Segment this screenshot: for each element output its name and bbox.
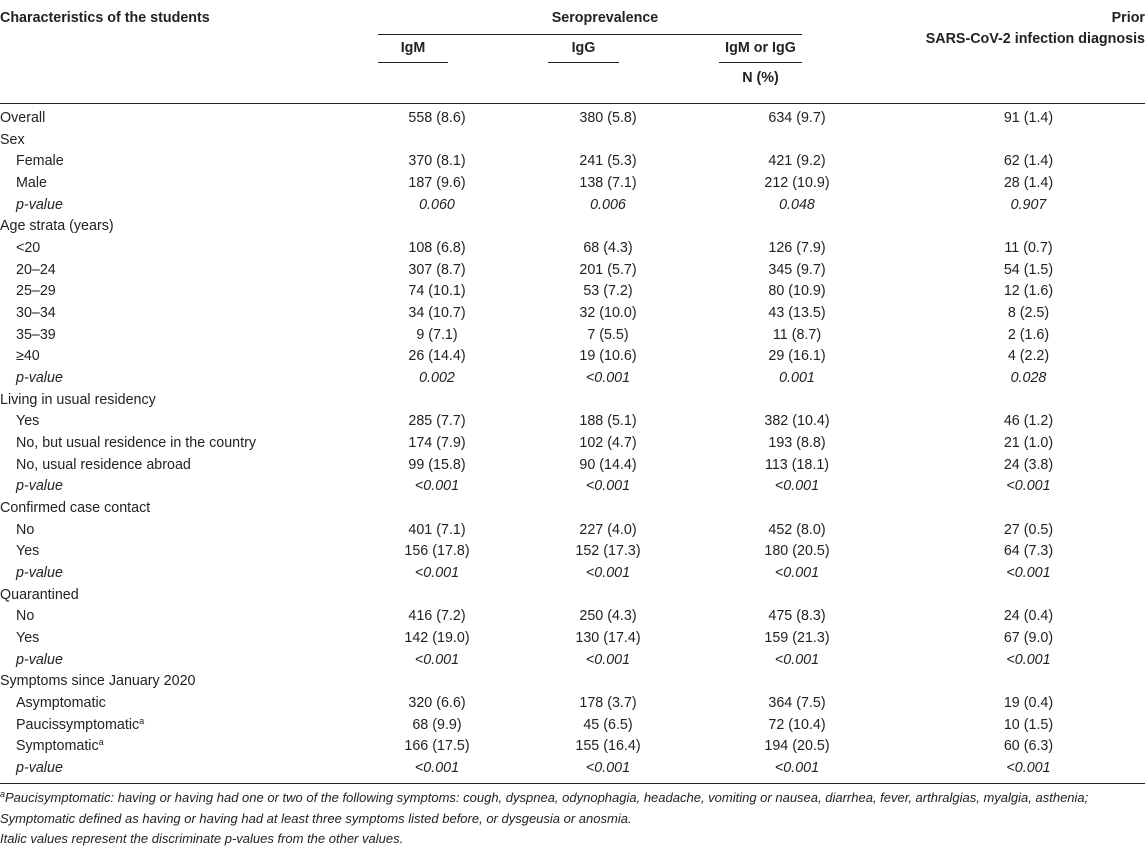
igm-or-igg-cell (682, 130, 912, 152)
igm-or-igg-cell: 11 (8.7) (772, 326, 822, 343)
igg-cell: 155 (16.4) (575, 738, 641, 755)
prior-diagnosis-cell: 11 (0.7) (1004, 240, 1053, 257)
row-label-text: p-value (16, 565, 63, 582)
section-header-row (0, 130, 1145, 152)
igg-cell (534, 130, 682, 152)
footnote-italic-note: Italic values represent the discriminate p-values from the other values. (0, 831, 404, 846)
igg-cell: 53 (7.2) (583, 283, 633, 300)
igm-rule (378, 62, 448, 63)
prior-diagnosis-cell: <0.001 (1006, 478, 1051, 495)
prior-diagnosis-cell: 0.028 (1010, 370, 1047, 387)
prior-diagnosis-cell: 24 (3.8) (1003, 456, 1054, 473)
igm-or-igg-cell: 180 (20.5) (764, 543, 830, 560)
prior-diagnosis-cell (912, 216, 1145, 238)
prior-diagnosis-cell: 24 (0.4) (1003, 608, 1054, 625)
table-row (0, 758, 1145, 780)
table-row (0, 433, 1145, 455)
prior-diagnosis-cell: 27 (0.5) (1003, 521, 1054, 538)
igg-cell: 130 (17.4) (575, 630, 641, 647)
header-igm: IgM (400, 40, 426, 56)
prior-diagnosis-cell: 8 (2.5) (1007, 305, 1050, 322)
igg-cell: 138 (7.1) (579, 175, 637, 192)
prior-diagnosis-cell: 54 (1.5) (1003, 261, 1054, 278)
row-label (0, 238, 340, 260)
igm-cell (340, 498, 534, 520)
igm-cell: 34 (10.7) (408, 305, 466, 322)
prior-diagnosis-cell: 91 (1.4) (1003, 110, 1054, 126)
prior-diagnosis-cell: <0.001 (1006, 760, 1051, 777)
table-header (0, 0, 1145, 104)
table-row (0, 281, 1145, 303)
row-label (0, 758, 340, 780)
igm-cell: 320 (6.6) (408, 695, 466, 712)
row-label-text: p-value (16, 760, 63, 777)
igg-cell: <0.001 (585, 565, 631, 582)
row-label (0, 650, 340, 672)
table-row (0, 650, 1145, 672)
igg-cell: 45 (6.5) (583, 716, 633, 733)
igm-or-igg-cell: <0.001 (774, 478, 820, 495)
row-label-text: Asymptomatic (16, 695, 106, 712)
igm-or-igg-cell: 80 (10.9) (768, 283, 826, 300)
igm-or-igg-cell: 43 (13.5) (768, 305, 826, 322)
igm-cell: 370 (8.1) (408, 153, 466, 170)
row-label (0, 151, 340, 173)
igm-cell: 9 (7.1) (416, 326, 458, 343)
row-label (0, 541, 340, 563)
igg-cell: 227 (4.0) (579, 521, 637, 538)
igm-or-igg-cell: <0.001 (774, 651, 820, 668)
seroprevalence-rule (378, 34, 802, 35)
prior-diagnosis-cell: 28 (1.4) (1003, 175, 1054, 192)
igm-cell: 68 (9.9) (412, 716, 462, 733)
prior-diagnosis-cell: 62 (1.4) (1003, 153, 1054, 170)
igm-cell: 285 (7.7) (408, 413, 466, 430)
igg-cell: 7 (5.5) (587, 326, 629, 343)
row-label-text: Male (16, 175, 47, 192)
table-row (0, 260, 1145, 282)
table-row (0, 346, 1145, 368)
row-label-text: p-value (16, 196, 63, 213)
table-row (0, 476, 1145, 498)
table-row (0, 628, 1145, 650)
igg-cell: <0.001 (585, 478, 631, 495)
prior-diagnosis-cell (912, 130, 1145, 152)
prior-diagnosis-cell (912, 498, 1145, 520)
igm-cell: <0.001 (414, 565, 460, 582)
igm-or-igg-cell: 452 (8.0) (768, 521, 826, 538)
table-row (0, 520, 1145, 542)
section-label (0, 498, 340, 520)
row-label-text: Yes (16, 413, 40, 430)
table-row (0, 195, 1145, 217)
igm-or-igg-rule (719, 62, 802, 63)
section-label (0, 216, 340, 238)
header-prior-line1: Prior (1111, 10, 1145, 26)
igm-or-igg-cell (682, 498, 912, 520)
igg-cell: 380 (5.8) (579, 110, 637, 126)
igm-cell: 108 (6.8) (408, 240, 466, 257)
igm-or-igg-cell: 0.048 (779, 196, 815, 213)
igm-cell: 99 (15.8) (408, 456, 466, 473)
prior-diagnosis-cell: 0.907 (1010, 196, 1047, 213)
igm-or-igg-cell: 421 (9.2) (768, 153, 826, 170)
row-label (0, 303, 340, 325)
row-label (0, 195, 340, 217)
table-row (0, 411, 1145, 433)
igm-cell: 142 (19.0) (404, 630, 470, 647)
row-label-text: ≥40 (16, 348, 40, 365)
table-row (0, 606, 1145, 628)
igm-or-igg-cell: 159 (21.3) (764, 630, 830, 647)
igm-or-igg-cell (682, 585, 912, 607)
prior-diagnosis-cell: 64 (7.3) (1003, 543, 1054, 560)
row-label-text: Overall (0, 110, 46, 126)
row-label-text: p-value (16, 651, 63, 668)
igm-or-igg-cell: 194 (20.5) (764, 738, 830, 755)
section-label (0, 585, 340, 607)
igg-cell (534, 671, 682, 693)
header-seroprevalence: Seroprevalence (551, 10, 659, 26)
row-label (0, 433, 340, 455)
header-igg: IgG (571, 40, 596, 56)
footnote-a-text: Paucisymptomatic: having or having had one or two of the following symptoms: cough, dyspnea, odynophagia, headache, vomiting or nausea, diarrhea, fever, arthralgias, myalgia, asthenia; Symptomatic defined as having or having had at least three symptoms listed before, or dysgeusia or anosmia. (0, 790, 1089, 826)
header-igm-or-igg: IgM or IgG (725, 40, 796, 56)
igm-cell: <0.001 (414, 760, 460, 777)
igm-or-igg-cell (682, 390, 912, 412)
row-label-text: 35–39 (16, 326, 56, 343)
row-label-text: Age strata (years) (0, 218, 114, 235)
igm-cell: <0.001 (414, 478, 460, 495)
row-label (0, 411, 340, 433)
row-label (0, 563, 340, 585)
header-prior-line2: SARS-CoV-2 infection diagnosis (925, 31, 1145, 47)
igm-cell: 0.060 (419, 196, 455, 213)
igm-or-igg-cell: 72 (10.4) (768, 716, 826, 733)
row-label-text: Yes (16, 630, 40, 647)
section-label (0, 671, 340, 693)
row-label-text: 20–24 (16, 261, 56, 278)
prior-diagnosis-cell: 10 (1.5) (1003, 716, 1054, 733)
section-header-row (0, 216, 1145, 238)
igg-cell: 152 (17.3) (575, 543, 641, 560)
row-label (0, 346, 340, 368)
table-row (0, 368, 1145, 390)
igm-or-igg-cell: 0.001 (779, 370, 815, 387)
igm-cell: <0.001 (414, 651, 460, 668)
prior-diagnosis-cell (912, 671, 1145, 693)
igm-or-igg-cell: 212 (10.9) (764, 175, 830, 192)
igg-cell: <0.001 (585, 370, 631, 387)
prior-diagnosis-cell (912, 390, 1145, 412)
prior-diagnosis-cell: 21 (1.0) (1003, 435, 1054, 452)
igg-cell: 178 (3.7) (579, 695, 637, 712)
row-label (0, 736, 340, 758)
igg-cell: 32 (10.0) (579, 305, 637, 322)
igm-cell: 26 (14.4) (408, 348, 466, 365)
igm-or-igg-cell (682, 216, 912, 238)
igm-or-igg-cell: 634 (9.7) (768, 110, 826, 126)
row-label-text: Confirmed case contact (0, 500, 151, 517)
igg-cell: 250 (4.3) (579, 608, 637, 625)
row-label-text: p-value (16, 370, 63, 387)
row-label (0, 281, 340, 303)
igm-cell: 0.002 (419, 370, 455, 387)
igg-cell (534, 390, 682, 412)
prior-diagnosis-cell: 12 (1.6) (1003, 283, 1054, 300)
prior-diagnosis-cell: 46 (1.2) (1003, 413, 1054, 430)
row-label-text: Paucissymptomatic (16, 716, 140, 733)
igm-cell: 416 (7.2) (408, 608, 466, 625)
section-header-row (0, 585, 1145, 607)
footnote-marker: a (98, 737, 104, 748)
igm-or-igg-cell: 113 (18.1) (764, 456, 830, 473)
row-label (0, 455, 340, 477)
prior-diagnosis-cell: 4 (2.2) (1007, 348, 1050, 365)
table-row (0, 325, 1145, 347)
row-label-text: No (16, 521, 35, 538)
igg-rule (548, 62, 619, 63)
section-label (0, 390, 340, 412)
igm-cell: 187 (9.6) (408, 175, 466, 192)
prior-diagnosis-cell: <0.001 (1006, 651, 1051, 668)
igm-cell (340, 390, 534, 412)
header-n-pct: N (%) (742, 70, 779, 86)
prior-diagnosis-cell: 67 (9.0) (1003, 630, 1054, 647)
prior-diagnosis-cell: 60 (6.3) (1003, 738, 1054, 755)
row-label-text: Yes (16, 543, 40, 560)
row-label-text: Quarantined (0, 586, 79, 603)
row-label-text: Symptomatic (16, 738, 99, 755)
igm-cell (340, 216, 534, 238)
igg-cell: 68 (4.3) (583, 240, 633, 257)
igm-cell: 307 (8.7) (408, 261, 466, 278)
row-label (0, 606, 340, 628)
seroprevalence-table (0, 108, 1145, 780)
igm-cell: 156 (17.8) (404, 543, 470, 560)
row-label-text: No, but usual residence in the country (16, 435, 257, 452)
igg-cell (534, 498, 682, 520)
row-label (0, 693, 340, 715)
section-header-row (0, 671, 1145, 693)
igm-or-igg-cell: 193 (8.8) (768, 435, 826, 452)
igg-cell: <0.001 (585, 651, 631, 668)
footnote-a-marker: a (0, 789, 6, 799)
igm-cell: 558 (8.6) (408, 110, 466, 126)
igm-or-igg-cell: 29 (16.1) (768, 348, 826, 365)
section-header-row (0, 390, 1145, 412)
row-label (0, 173, 340, 195)
row-label (0, 715, 340, 737)
row-label-text: Sex (0, 131, 25, 148)
row-label (0, 108, 340, 130)
row-label (0, 628, 340, 650)
row-label-text: No, usual residence abroad (16, 456, 191, 473)
table-row (0, 173, 1145, 195)
row-label-text: <20 (16, 240, 41, 257)
igm-or-igg-cell: <0.001 (774, 565, 820, 582)
prior-diagnosis-cell: <0.001 (1006, 565, 1051, 582)
table-row (0, 151, 1145, 173)
igm-cell: 166 (17.5) (404, 738, 470, 755)
header-characteristics: Characteristics of the students (0, 10, 210, 26)
igg-cell: 19 (10.6) (579, 348, 637, 365)
igg-cell (534, 585, 682, 607)
row-label (0, 325, 340, 347)
table-row (0, 563, 1145, 585)
row-label-text: p-value (16, 478, 63, 495)
igm-or-igg-cell: <0.001 (774, 760, 820, 777)
section-label (0, 130, 340, 152)
igm-cell: 401 (7.1) (408, 521, 466, 538)
igm-cell: 74 (10.1) (408, 283, 466, 300)
row-label-text: No (16, 608, 35, 625)
table-row (0, 693, 1145, 715)
prior-diagnosis-cell (912, 585, 1145, 607)
igg-cell: 102 (4.7) (579, 435, 637, 452)
igm-or-igg-cell: 382 (10.4) (764, 413, 830, 430)
table-row (0, 108, 1145, 130)
igm-or-igg-cell: 364 (7.5) (768, 695, 826, 712)
igm-cell (340, 671, 534, 693)
row-label (0, 260, 340, 282)
row-label-text: 30–34 (16, 305, 56, 322)
table-row (0, 736, 1145, 758)
table-row (0, 238, 1145, 260)
igg-cell: 201 (5.7) (579, 261, 637, 278)
section-header-row (0, 498, 1145, 520)
igm-cell (340, 585, 534, 607)
igg-cell: 90 (14.4) (579, 456, 637, 473)
igg-cell: 241 (5.3) (579, 153, 637, 170)
prior-diagnosis-cell: 2 (1.6) (1007, 326, 1050, 343)
igm-cell (340, 130, 534, 152)
footnote-marker: a (139, 715, 145, 726)
row-label-text: Living in usual residency (0, 391, 156, 408)
igg-cell: <0.001 (585, 760, 631, 777)
prior-diagnosis-cell: 19 (0.4) (1003, 695, 1054, 712)
igg-cell: 188 (5.1) (579, 413, 637, 430)
row-label-text: Symptoms since January 2020 (0, 673, 196, 690)
row-label (0, 476, 340, 498)
igg-cell (534, 216, 682, 238)
igm-cell: 174 (7.9) (408, 435, 466, 452)
table-row (0, 303, 1145, 325)
igm-or-igg-cell: 345 (9.7) (768, 261, 826, 278)
row-label (0, 520, 340, 542)
table-row (0, 715, 1145, 737)
igm-or-igg-cell: 126 (7.9) (768, 240, 826, 257)
igm-or-igg-cell: 475 (8.3) (768, 608, 826, 625)
footnotes (0, 783, 1145, 850)
table-row (0, 455, 1145, 477)
table-row (0, 541, 1145, 563)
row-label (0, 368, 340, 390)
igg-cell: 0.006 (590, 196, 626, 213)
header-bottom-rule (0, 103, 1145, 104)
igm-or-igg-cell (682, 671, 912, 693)
row-label-text: 25–29 (16, 283, 56, 300)
row-label-text: Female (16, 153, 64, 170)
footnote-a (0, 788, 1145, 829)
